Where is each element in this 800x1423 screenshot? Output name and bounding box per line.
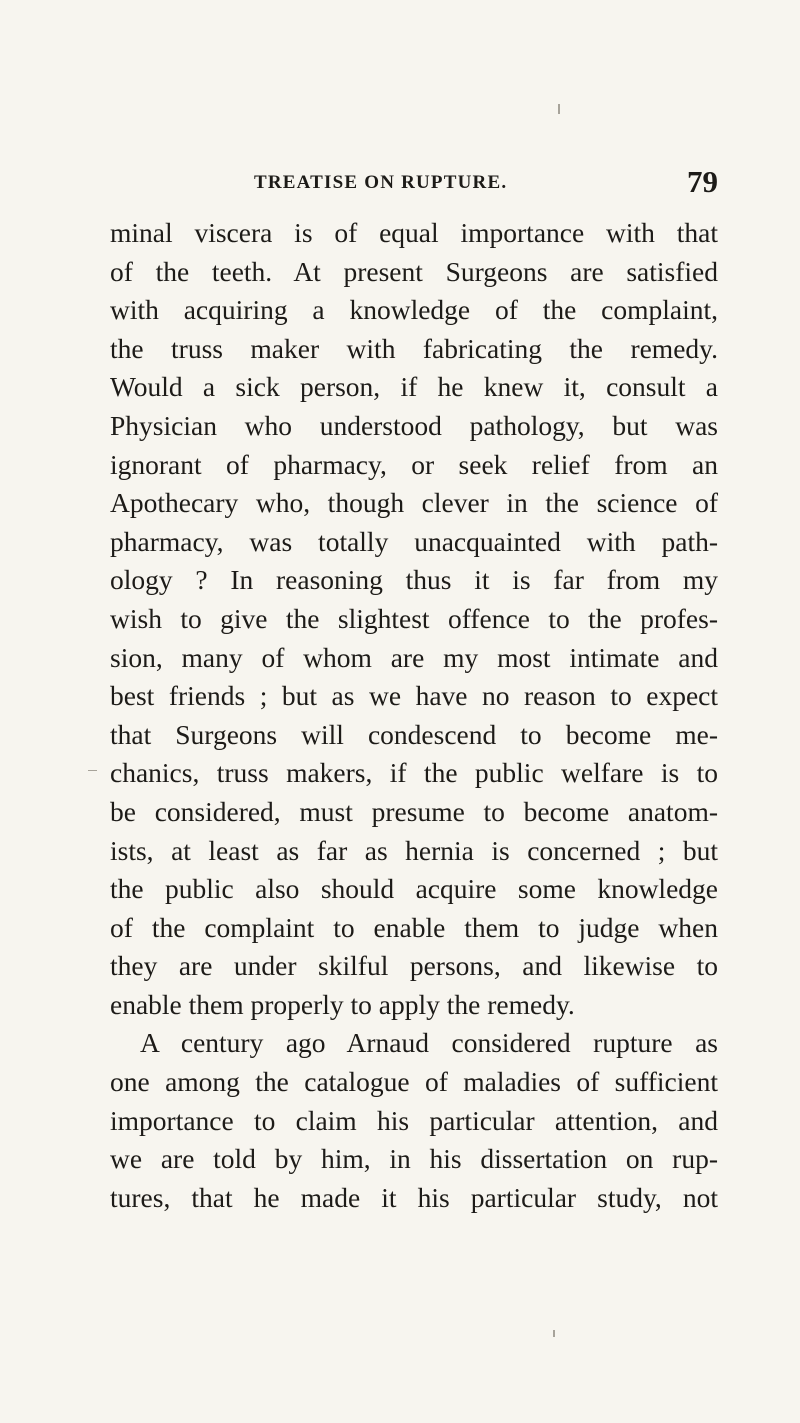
running-head: TREATISE ON RUPTURE.	[254, 172, 508, 193]
text-line: best friends ; but as we have no reason to expect	[110, 680, 718, 712]
text-line: with acquiring a knowledge of the complaint,	[110, 294, 718, 326]
text-line: Apothecary who, though clever in the science of	[110, 487, 718, 519]
text-line: Physician who understood pathology, but was	[110, 409, 718, 441]
text-line: wish to give the slightest offence to the profes-	[110, 602, 718, 634]
text-line: of the complaint to enable them to judge when	[110, 911, 718, 943]
text-line: be considered, must presume to become anatom-	[110, 795, 718, 827]
text-line: enable them properly to apply the remedy.	[110, 988, 575, 1020]
text-line: we are told by him, in his dissertation on rup-	[110, 1143, 718, 1175]
text-line: sion, many of whom are my most intimate and	[110, 641, 718, 673]
text-line: tures, that he made it his particular study, not	[110, 1181, 718, 1213]
text-line: ology ? In reasoning thus it is far from my	[110, 564, 718, 596]
page-speck	[553, 1330, 555, 1337]
text-line: pharmacy, was totally unacquainted with path-	[110, 525, 718, 557]
body-text	[110, 214, 718, 1217]
text-line: they are under skilful persons, and likewise to	[110, 950, 718, 982]
text-line: importance to claim his particular attention, and	[110, 1104, 718, 1136]
text-line: minal viscera is of equal importance with that	[110, 217, 718, 248]
text-line: ists, at least as far as hernia is concerned ; but	[110, 834, 718, 866]
text-line: one among the catalogue of maladies of sufficient	[110, 1066, 718, 1098]
text-line: ignorant of pharmacy, or seek relief from an	[110, 448, 718, 480]
text-line: that Surgeons will condescend to become me-	[110, 718, 718, 750]
page-header	[110, 164, 718, 199]
text-line: the truss maker with fabricating the remedy.	[110, 332, 718, 364]
text-line: Would a sick person, if he knew it, consult a	[110, 371, 718, 403]
text-line: the public also should acquire some knowledge	[110, 873, 718, 905]
margin-mark	[88, 770, 97, 771]
text-line: A century ago Arnaud considered rupture as	[140, 1027, 718, 1059]
page-speck	[558, 104, 560, 114]
text-line: of the teeth. At present Surgeons are satisfied	[110, 255, 718, 287]
text-line: chanics, truss makers, if the public welfare is to	[110, 757, 718, 789]
page-number: 79	[687, 164, 718, 199]
